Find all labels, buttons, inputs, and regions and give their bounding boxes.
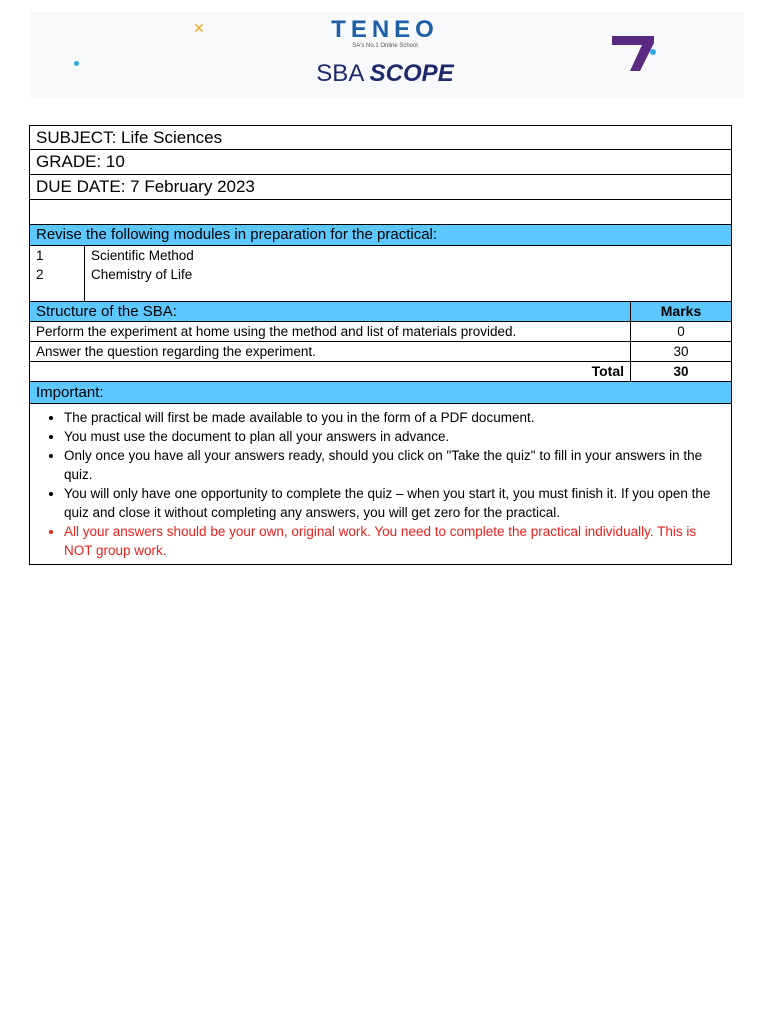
marks-header: Marks (630, 302, 731, 321)
module-names (85, 246, 200, 301)
module-number: 1 (36, 248, 44, 263)
module-name: Chemistry of Life (91, 267, 193, 282)
important-heading: Important: (29, 382, 732, 404)
important-item: • You will only have one opportunity to complete the quiz – when you start it, you must finish it. If you open the quiz and close it without completing any answers, you will get zero for the practical. (64, 484, 723, 522)
important-item: • The practical will first be made available to you in the form of a PDF document. (64, 408, 723, 427)
modules-list (29, 246, 732, 302)
task-marks: 30 (630, 342, 731, 361)
modules-heading: Revise the following modules in preparation for the practical: (29, 225, 732, 246)
subject-row: SUBJECT: Life Sciences (29, 125, 732, 150)
structure-row (29, 342, 732, 362)
structure-row (29, 322, 732, 342)
sparkle-icon: ✕ (193, 20, 205, 36)
task-text: Perform the experiment at home using the method and list of materials provided. (36, 324, 517, 339)
seven-logo-icon (610, 33, 658, 73)
total-value: 30 (630, 362, 731, 381)
structure-heading-row (29, 302, 732, 322)
info-table (29, 125, 732, 565)
important-item-warning: • All your answers should be your own, original work. You need to complete the practical individually. This is NOT group work. (64, 522, 723, 560)
logo-tagline: SA's No.1 Online School (352, 43, 418, 49)
empty-row (29, 200, 732, 225)
total-row (29, 362, 732, 382)
due-date-row: DUE DATE: 7 February 2023 (29, 175, 732, 200)
dot-decoration (74, 61, 79, 66)
important-item: • You must use the document to plan all your answers in advance. (64, 427, 723, 446)
task-text: Answer the question regarding the experiment. (36, 344, 316, 359)
title-light: SBA (316, 60, 363, 87)
task-marks: 0 (630, 322, 731, 341)
structure-heading: Structure of the SBA: (36, 303, 177, 320)
important-list (29, 404, 732, 565)
module-name: Scientific Method (91, 248, 194, 263)
important-item: • Only once you have all your answers ready, should you click on "Take the quiz" to fill in your answers in the quiz. (64, 446, 723, 484)
module-number: 2 (36, 267, 44, 282)
page-title (300, 60, 470, 88)
title-bold: SCOPE (369, 60, 454, 87)
grade-row: GRADE: 10 (29, 150, 732, 175)
module-numbers (30, 246, 85, 301)
teneo-logo: TENEO (331, 16, 439, 43)
total-label: Total (591, 363, 624, 379)
